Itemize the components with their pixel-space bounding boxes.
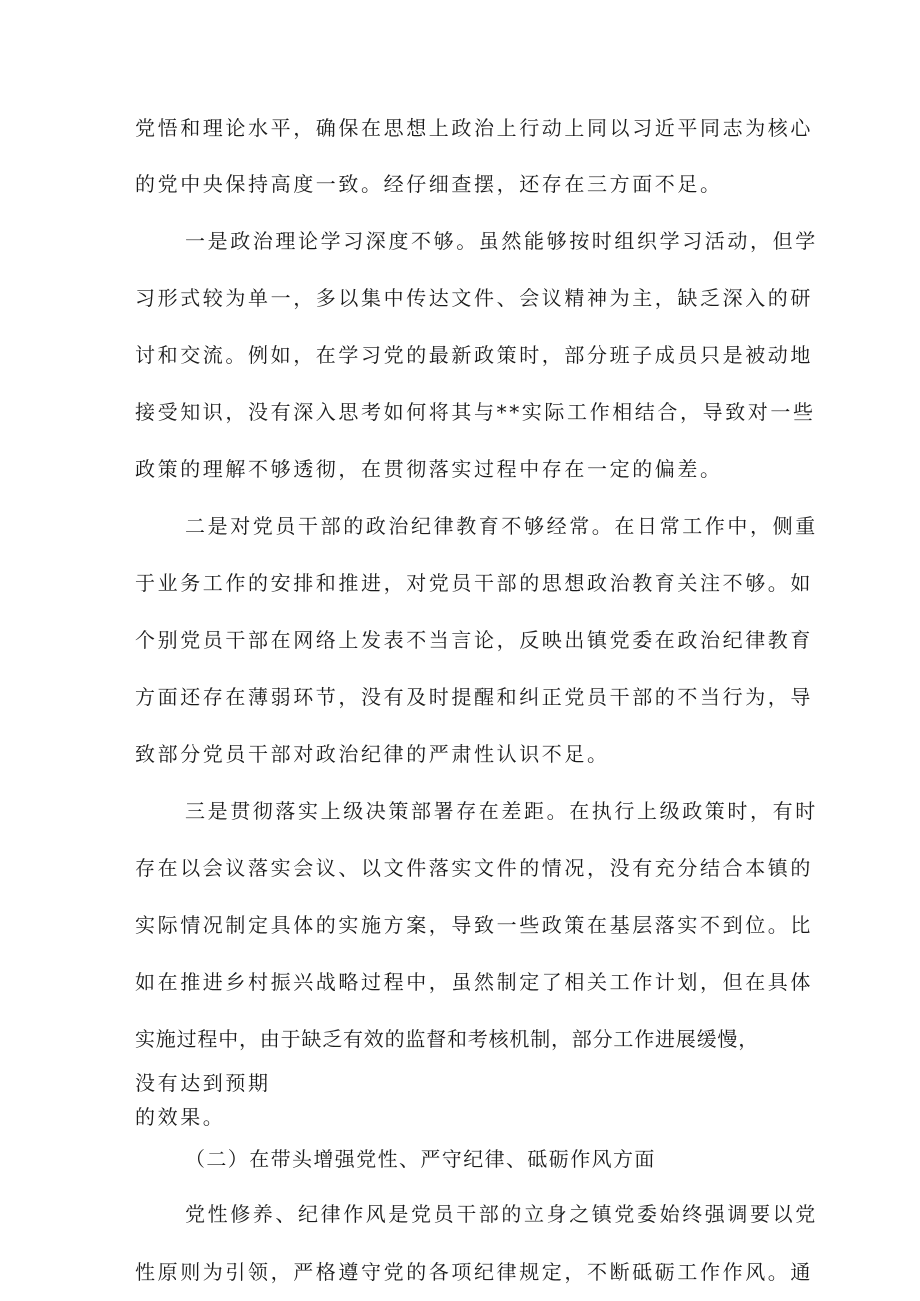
paragraph-line: 实施过程中，由于缺乏有效的监督和考核机制，部分工作进展缓慢， xyxy=(135,1027,759,1051)
paragraph-line: 政策的理解不够透彻，在贯彻落实过程中存在一定的偏差。 xyxy=(135,457,723,481)
paragraph-line: 党悟和理论水平，确保在思想上政治上行动上同以习近平同志为核心 xyxy=(135,116,813,140)
paragraph-line: 一是政治理论学习深度不够。虽然能够按时组织学习活动，但学 xyxy=(185,229,818,253)
paragraph-line: 实际情况制定具体的实施方案，导致一些政策在基层落实不到位。比 xyxy=(135,913,813,937)
paragraph-line: 三是贯彻落实上级决策部署存在差距。在执行上级政策时，有时 xyxy=(185,799,818,823)
paragraph-line: 二是对党员干部的政治纪律教育不够经常。在日常工作中，侧重 xyxy=(185,514,818,538)
paragraph-line: 的效果。 xyxy=(135,1105,226,1129)
paragraph-line: 接受知识，没有深入思考如何将其与**实际工作相结合，导致对一些 xyxy=(135,400,816,424)
paragraph-line: 致部分党员干部对政治纪律的严肃性认识不足。 xyxy=(135,742,610,766)
paragraph-line: 个别党员干部在网络上发表不当言论，反映出镇党委在政治纪律教育 xyxy=(135,628,813,652)
paragraph-line: 性原则为引领，严格遵守党的各项纪律规定，不断砥砺工作作风。通 xyxy=(135,1260,813,1284)
paragraph-line: 没有达到预期 xyxy=(135,1071,271,1095)
section-heading: （二）在带头增强党性、严守纪律、砥砺作风方面 xyxy=(185,1147,656,1171)
paragraph-line: 讨和交流。例如，在学习党的最新政策时，部分班子成员只是被动地 xyxy=(135,343,813,367)
paragraph-line: 方面还存在薄弱环节，没有及时提醒和纠正党员干部的不当行为，导 xyxy=(135,685,813,709)
paragraph-line: 党性修养、纪律作风是党员干部的立身之镇党委始终强调要以党 xyxy=(185,1202,818,1226)
paragraph-line: 如在推进乡村振兴战略过程中，虽然制定了相关工作计划，但在具体 xyxy=(135,970,813,994)
paragraph-line: 的党中央保持高度一致。经仔细查摆，还存在三方面不足。 xyxy=(135,172,723,196)
paragraph-line: 于业务工作的安排和推进，对党员干部的思想政治教育关注不够。如 xyxy=(135,571,813,595)
paragraph-line: 习形式较为单一，多以集中传达文件、会议精神为主，缺乏深入的研 xyxy=(135,286,813,310)
paragraph-line: 存在以会议落实会议、以文件落实文件的情况，没有充分结合本镇的 xyxy=(135,856,813,880)
